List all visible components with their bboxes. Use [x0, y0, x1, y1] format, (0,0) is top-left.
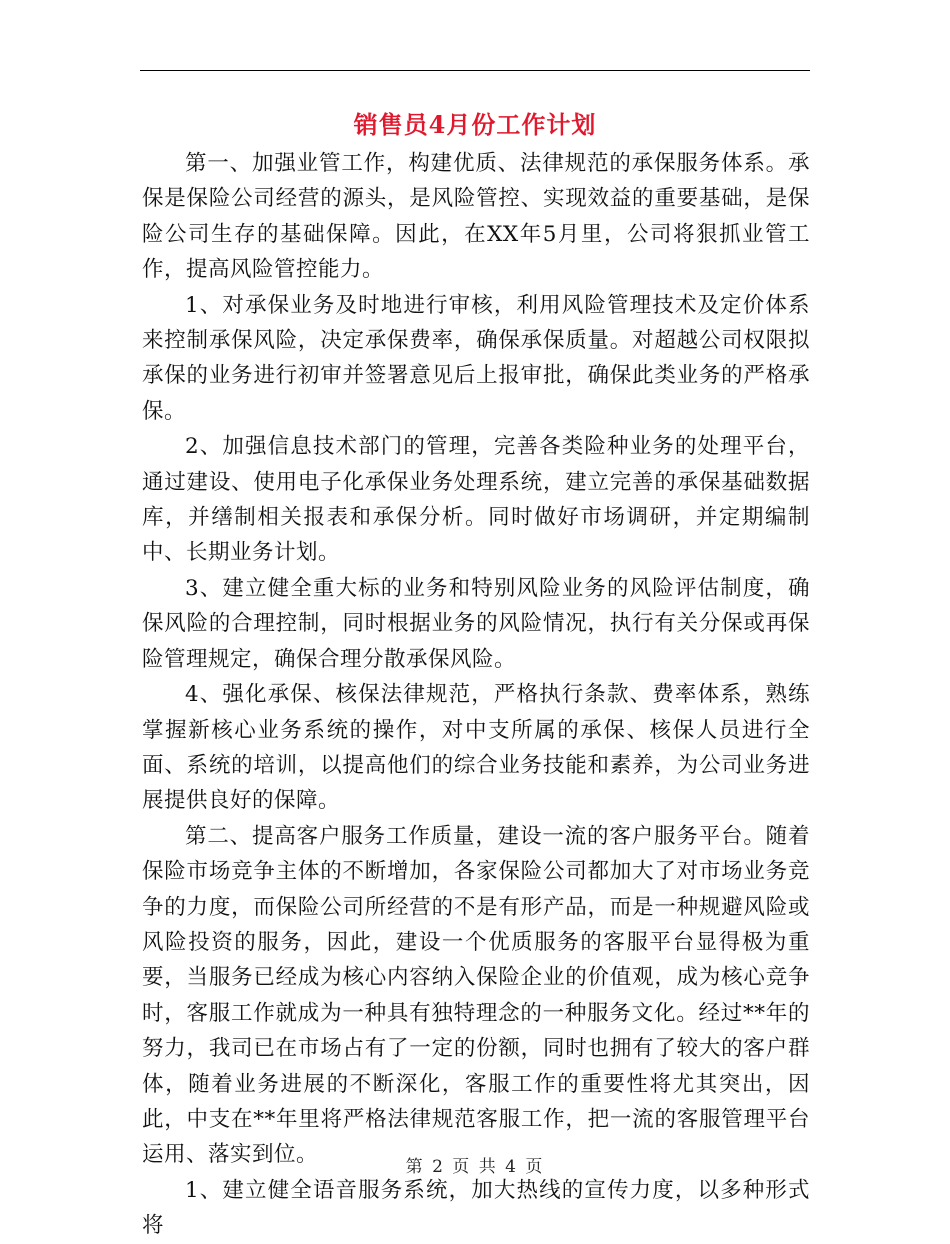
- header-rule: [140, 70, 810, 71]
- paragraph-5: 4、强化承保、核保法律规范，严格执行条款、费率体系，熟练掌握新核心业务系统的操作，对中支所属的承保、核保人员进行全面、系统的培训，以提高他们的综合业务技能和素养，为公司业务进展提供良好的保障。: [142, 682, 810, 814]
- paragraph-6: 第二、提高客户服务工作质量，建设一流的客户服务平台。随着保险市场竞争主体的不断增加，各家保险公司都加大了对市场业务竞争的力度，而保险公司所经营的不是有形产品，而是一种规避风险或风险投资的服务，因此，建设一个优质服务的客服平台显得极为重要，当服务已经成为核心内容纳入保险企业的价值观，成为核心竞争时，客服工作就成为一种具有独特理念的一种服务文化。经过**年的努力，我司已在市场占有了一定的份额，同时也拥有了较大的客户群体，随着业务进展的不断深化，客服工作的重要性将尤其突出，因此，中支在**年里将严格法律规范客服工作，把一流的客服管理平台运用、落实到位。: [142, 823, 810, 1168]
- document-body: [142, 146, 810, 1244]
- paragraph-1: 第一、加强业管工作，构建优质、法律规范的承保服务体系。承保是保险公司经营的源头，是风险管控、实现效益的重要基础，是保险公司生存的基础保障。因此，在XX年5月里，公司将狠抓业管工作，提高风险管控能力。: [142, 151, 810, 283]
- paragraph-2: 1、对承保业务及时地进行审核，利用风险管理技术及定价体系来控制承保风险，决定承保费率，确保承保质量。对超越公司权限拟承保的业务进行初审并签署意见后上报审批，确保此类业务的严格承保。: [142, 292, 810, 424]
- page-number-footer: 第 2 页 共 4 页: [405, 1157, 545, 1177]
- paragraph-3: 2、加强信息技术部门的管理，完善各类险种业务的处理平台，通过建设、使用电子化承保业务处理系统，建立完善的承保基础数据库，并缮制相关报表和承保分析。同时做好市场调研，并定期编制中、长期业务计划。: [142, 434, 810, 566]
- document-title: 销售员4月份工作计划: [353, 110, 597, 139]
- paragraph-4: 3、建立健全重大标的业务和特别风险业务的风险评估制度，确保风险的合理控制，同时根据业务的风险情况，执行有关分保或再保险管理规定，确保合理分散承保风险。: [142, 575, 810, 672]
- paragraph-7: 1、建立健全语音服务系统，加大热线的宣传力度，以多种形式将: [142, 1177, 810, 1239]
